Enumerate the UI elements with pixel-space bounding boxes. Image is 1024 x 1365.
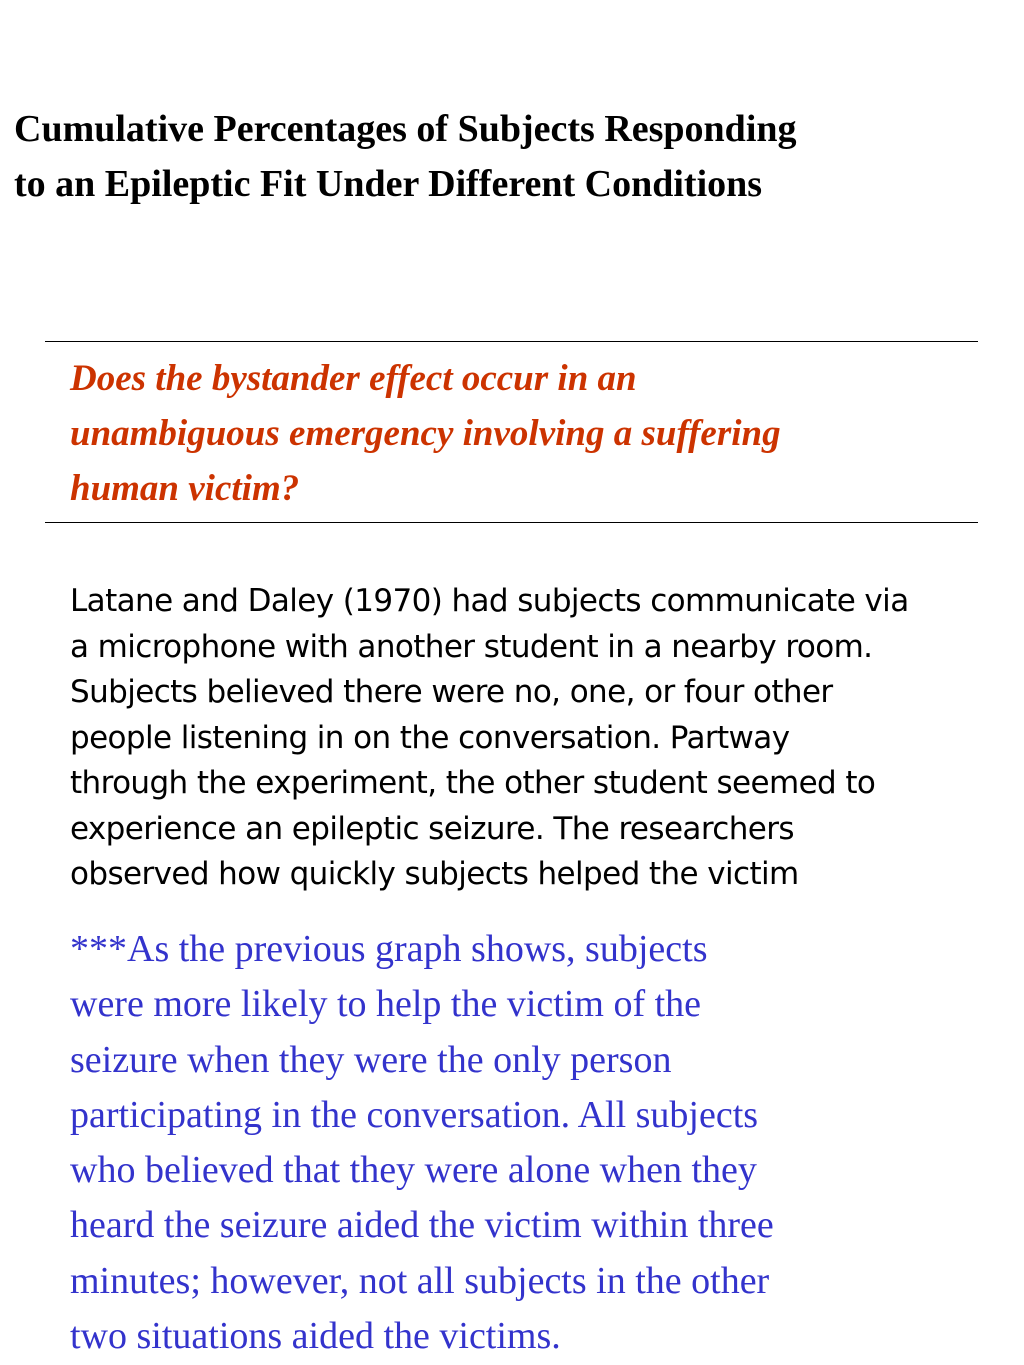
slide-title-line: to an Epileptic Fit Under Different Conditions [14,163,763,205]
research-question-line: unambiguous emergency involving a suffering [70,413,781,454]
study-description-line: people listening in on the conversation. Partway [70,719,790,756]
study-description [70,579,1020,898]
study-conclusion-line: participating in the conversation. All subjects [70,1093,759,1136]
study-description-line: a microphone with another student in a nearby room. [70,628,873,665]
top-divider [45,341,978,342]
study-description-line: experience an epileptic seizure. The researchers [70,810,794,847]
study-description-line: Subjects believed there were no, one, or four other [70,674,833,710]
study-description-line: Latane and Daley (1970) had subjects communicate via [70,583,909,619]
slide-title [14,102,1004,212]
research-question-line: human victim? [70,468,300,509]
study-conclusion-line: who believed that they were alone when they [70,1149,757,1192]
research-question [70,351,990,516]
study-conclusion-line: ***As the previous graph shows, subjects [70,928,708,970]
study-conclusion-line: seizure when they were the only person [70,1038,672,1081]
bottom-divider [45,522,978,523]
study-conclusion-line: were more likely to help the victim of the [70,983,702,1026]
study-description-line: through the experiment, the other student seemed to [70,765,876,801]
study-conclusion [70,922,1010,1364]
study-description-line: observed how quickly subjects helped the victim [70,856,799,892]
study-conclusion-line: heard the seizure aided the victim within three [70,1204,774,1247]
study-conclusion-line: minutes; however, not all subjects in the other [70,1259,770,1302]
study-conclusion-line: two situations aided the victims. [70,1315,561,1358]
slide-title-line: Cumulative Percentages of Subjects Responding [14,108,797,150]
research-question-line: Does the bystander effect occur in an [70,358,637,399]
